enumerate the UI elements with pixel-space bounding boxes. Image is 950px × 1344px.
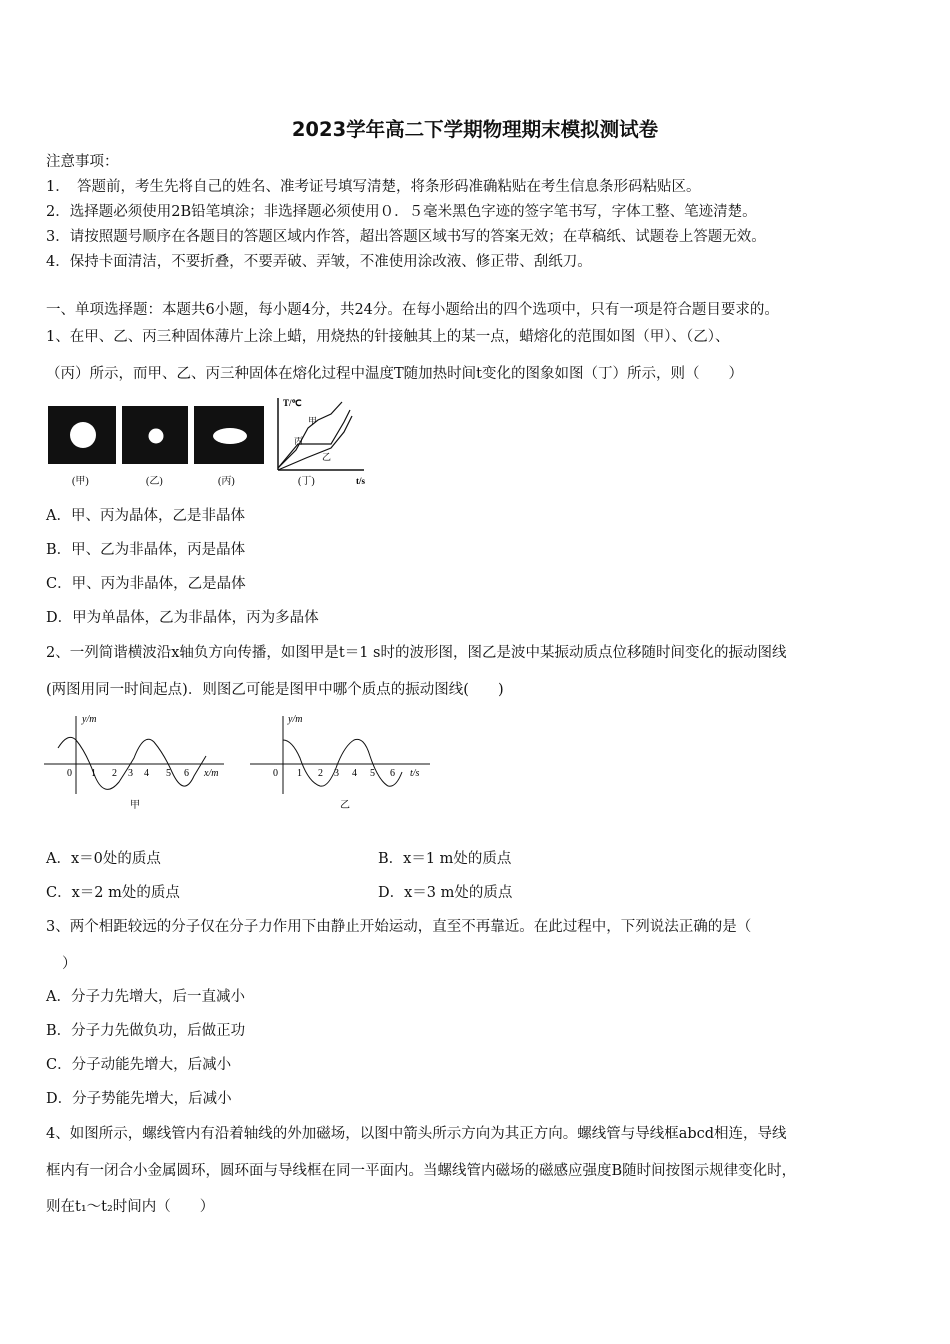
svg-text:4: 4	[352, 768, 357, 779]
page-title: 2023学年高二下学期物理期末模拟测试卷	[291, 118, 659, 141]
notice-item: 4．保持卡面清洁，不要折叠，不要弄破、弄皱，不准使用涂改液、修正带、刮纸刀。	[46, 254, 592, 270]
svg-text:3: 3	[128, 768, 133, 779]
svg-text:y/m: y/m	[288, 714, 303, 725]
q2-stem-line2: (两图用同一时间起点)．则图乙可能是图甲中哪个质点的振动图线( )	[46, 682, 504, 698]
q3-option-d: D．分子势能先增大，后减小	[46, 1091, 232, 1107]
q2-stem-line1: 2、一列简谐横波沿x轴负方向传播，如图甲是t＝1 s时的波形图，图乙是波中某振动质点位移随时间变化的振动图线	[46, 645, 787, 661]
svg-text:x/m: x/m	[204, 768, 219, 779]
q3-stem-line2: ）	[62, 956, 77, 972]
q3-option-a: A．分子力先增大，后一直减小	[46, 989, 245, 1005]
q2-wave-graph-jia	[44, 708, 234, 818]
curve-label-yi: 乙	[322, 452, 332, 462]
curve-label-jia: 甲	[308, 416, 318, 426]
q4-stem-line3: 则在t₁～t₂时间内（ ）	[46, 1199, 215, 1215]
svg-text:6: 6	[184, 768, 189, 779]
q2-option-c: C．x＝2 m处的质点	[46, 885, 180, 901]
fig-label-yi: (乙)	[146, 476, 163, 487]
svg-text:4: 4	[144, 768, 149, 779]
svg-text:1: 1	[297, 768, 302, 779]
svg-text:0: 0	[273, 768, 278, 779]
q2-option-d: D．x＝3 m处的质点	[378, 885, 513, 901]
q4-stem-line2: 框内有一闭合小金属圆环，圆环面与导线框在同一平面内。当螺线管内磁场的磁感应强度B随时间按图示规律变化时，	[46, 1163, 797, 1179]
svg-text:甲: 甲	[130, 800, 140, 811]
svg-text:t/s: t/s	[410, 768, 420, 779]
q1-stem-line2: （丙）所示，而甲、乙、丙三种固体在熔化过程中温度T随加热时间t变化的图象如图（丁）所示，则（ ）	[46, 366, 743, 382]
graph-y-label: T/℃	[283, 398, 302, 408]
q1-option-a: A．甲、丙为晶体，乙是非晶体	[46, 508, 245, 524]
notice-item: 3．请按照题号顺序在各题目的答题区域内作答，超出答题区域书写的答案无效；在草稿纸、试题卷上答题无效。	[46, 229, 766, 245]
svg-text:y/m: y/m	[82, 714, 97, 725]
q4-stem-line1: 4、如图所示，螺线管内有沿着轴线的外加磁场，以图中箭头所示方向为其正方向。螺线管与导线框abcd相连，导线	[46, 1126, 787, 1142]
section-heading: 一、单项选择题：本题共6小题，每小题4分，共24分。在每小题给出的四个选项中，只有一项是符合题目要求的。	[46, 302, 779, 318]
q1-option-b: B．甲、乙为非晶体，丙是晶体	[46, 542, 246, 558]
q3-stem-line1: 3、两个相距较远的分子仅在分子力作用下由静止开始运动，直至不再靠近。在此过程中，下列说法正确的是（	[46, 919, 752, 935]
fig-label-ding: (丁)	[298, 476, 315, 487]
q1-option-d: D．甲为单晶体，乙为非晶体，丙为多晶体	[46, 610, 319, 626]
graph-x-label: t/s	[356, 476, 365, 486]
svg-text:5: 5	[370, 768, 375, 779]
q3-option-b: B．分子力先做负功，后做正功	[46, 1023, 246, 1039]
q3-option-c: C．分子动能先增大，后减小	[46, 1057, 232, 1073]
q2-vibration-graph-yi	[250, 708, 440, 818]
fig-label-bing: (丙)	[218, 476, 235, 487]
notice-heading: 注意事项：	[46, 154, 119, 170]
svg-text:乙: 乙	[340, 800, 350, 811]
svg-text:2: 2	[112, 768, 117, 779]
q2-option-b: B．x＝1 m处的质点	[378, 851, 512, 867]
svg-text:1: 1	[91, 768, 96, 779]
notice-item: 1． 答题前，考生先将自己的姓名、准考证号填写清楚，将条形码准确粘贴在考生信息条形码粘贴区。	[46, 179, 701, 195]
curve-jia	[278, 402, 342, 468]
svg-text:3: 3	[334, 768, 339, 779]
svg-text:0: 0	[67, 768, 72, 779]
q1-stem-line1: 1、在甲、乙、丙三种固体薄片上涂上蜡，用烧热的针接触其上的某一点，蜡熔化的范围如图（甲）、（乙）、	[46, 329, 730, 345]
curve-label-bing: 丙	[294, 436, 304, 446]
fig-label-jia: (甲)	[72, 476, 89, 487]
svg-text:2: 2	[318, 768, 323, 779]
q1-option-c: C．甲、丙为非晶体，乙是晶体	[46, 576, 246, 592]
svg-text:5: 5	[166, 768, 171, 779]
q1-figure	[46, 392, 376, 492]
q2-option-a: A．x＝0处的质点	[46, 851, 161, 867]
notice-item: 2．选择题必须使用2B铅笔填涂；非选择题必须使用０．５毫米黑色字迹的签字笔书写，字体工整、笔迹清楚。	[46, 204, 757, 220]
svg-text:6: 6	[390, 768, 395, 779]
